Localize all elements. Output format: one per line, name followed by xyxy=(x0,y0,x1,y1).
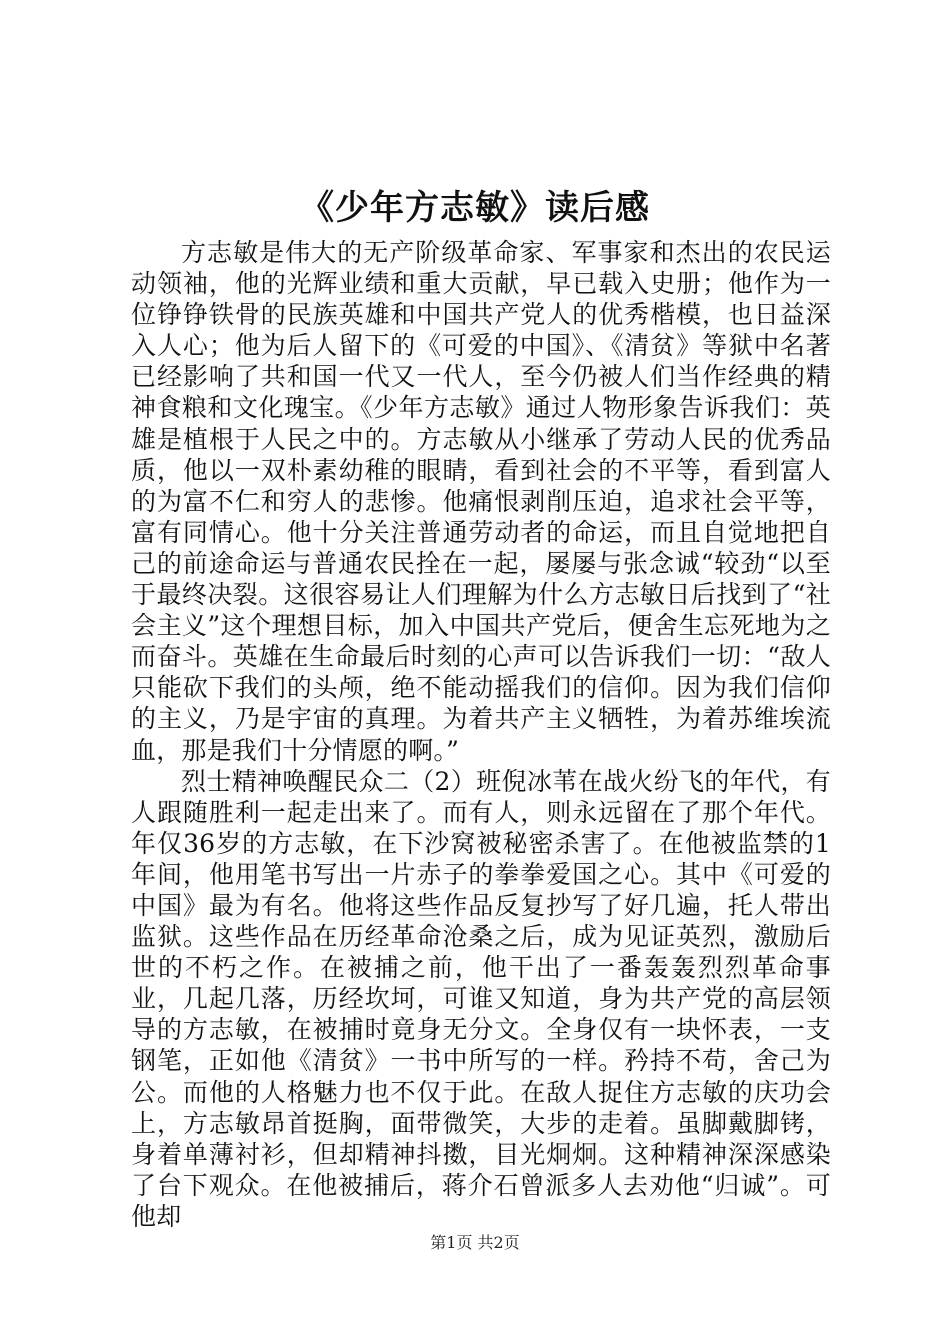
document-title: 《少年方志敏》读后感 xyxy=(300,188,650,228)
paragraph-1: 方志敏是伟大的无产阶级革命家、军事家和杰出的农民运动领袖，他的光辉业绩和重大贡献，早已载入史册；他作为一位铮铮铁骨的民族英雄和中国共产党人的优秀楷模，也日益深入人心；他为后人留下的《可爱的中国》、《清贫》等狱中名著已经影响了共和国一代又一代人，至今仍被人们当作经典的精神食粮和文化瑰宝。《少年方志敏》通过人物形象告诉我们：英雄是植根于人民之中的。方志敏从小继承了劳动人民的优秀品质，他以一双朴素幼稚的眼睛，看到社会的不平等，看到富人的为富不仁和穷人的悲惨。他痛恨剥削压迫，追求社会平等，富有同情心。他十分关注普通劳动者的命运，而且自觉地把自己的前途命运与普通农民拴在一起，屡屡与张念诚“较劲“以至于最终决裂。这很容易让人们理解为什么方志敏日后找到了“社会主义”这个理想目标，加入中国共产党后，便舍生忘死地为之而奋斗。英雄在生命最后时刻的心声可以告诉我们一切：“敌人只能砍下我们的头颅，绝不能动摇我们的信仰。因为我们信仰的主义，乃是宇宙的真理。为着共产主义牺牲，为着苏维埃流血，那是我们十分情愿的啊。” xyxy=(131,238,831,765)
page-footer: 第1页 共2页 xyxy=(430,1233,520,1252)
document-body xyxy=(131,237,831,1232)
paragraph-2: 烈士精神唤醒民众二（2）班倪冰苇在战火纷飞的年代，有人跟随胜利一起走出来了。而有人，则永远留在了那个年代。年仅36岁的方志敏，在下沙窝被秘密杀害了。在他被监禁的1年间，他用笔书写出一片赤子的拳拳爱国之心。其中《可爱的中国》最为有名。他将这些作品反复抄写了好几遍，托人带出监狱。这些作品在历经革命沧桑之后，成为见证英烈，激励后世的不朽之作。在被捕之前，他干出了一番轰轰烈烈革命事业，几起几落，历经坎坷，可谁又知道，身为共产党的高层领导的方志敏，在被捕时竟身无分文。全身仅有一块怀表，一支钢笔，正如他《清贫》一书中所写的一样。矜持不苟，舍己为公。而他的人格魅力也不仅于此。在敌人捉住方志敏的庆功会上，方志敏昂首挺胸，面带微笑，大步的走着。虽脚戴脚铐，身着单薄衬衫，但却精神抖擞，目光炯炯。这种精神深深感染了台下观众。在他被捕后，蒋介石曾派多人去劝他“归诚”。可他却 xyxy=(131,766,831,1231)
